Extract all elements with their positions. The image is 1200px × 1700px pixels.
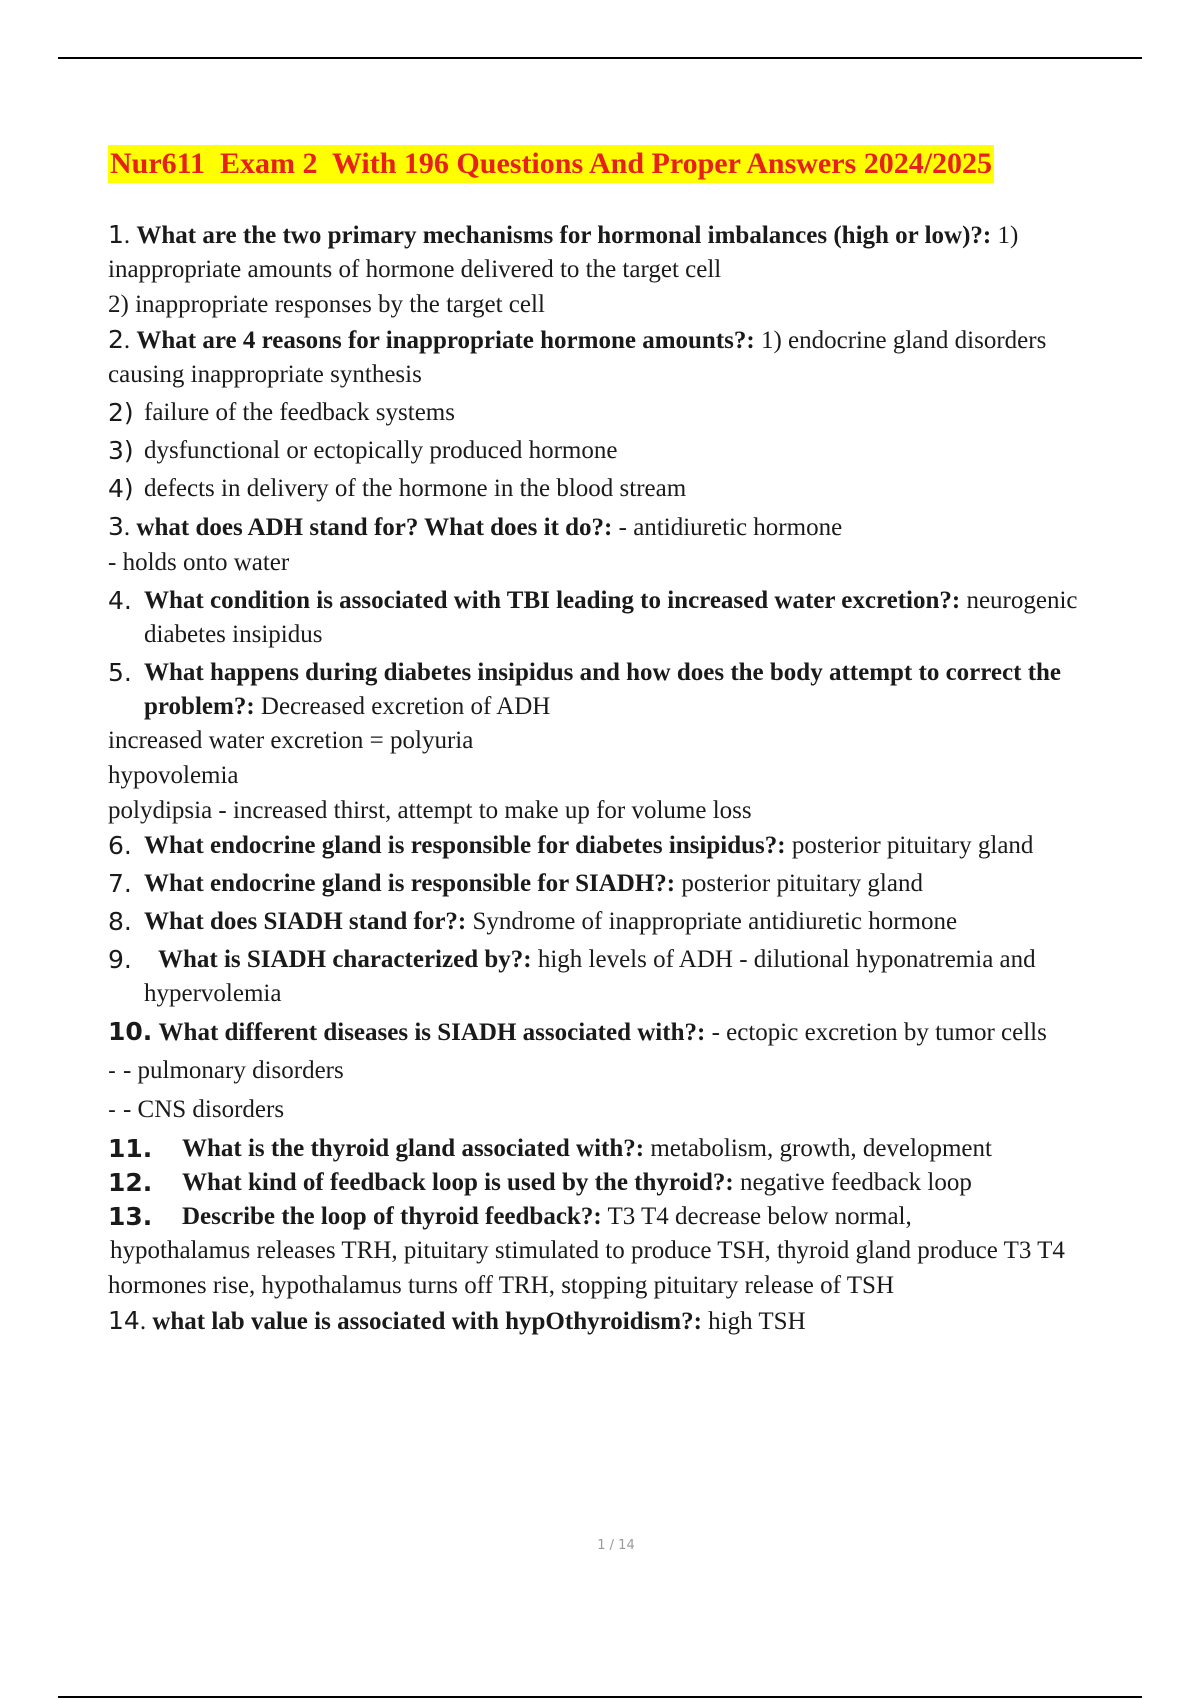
question-4-answer: neurogenic diabetes insipidus xyxy=(144,587,1078,648)
question-1-answer-line: 2) inappropriate responses by the target cell xyxy=(108,291,545,318)
question-10: 10. What different diseases is SIADH associated with?: - ectopic excretion by tumor cells xyxy=(108,1017,1047,1046)
question-1: 1. What are the two primary mechanisms for hormonal imbalances (high or low)?: 1) inappropriate amounts of hormone delivered to the target cell xyxy=(108,220,1019,283)
question-8-answer: Syndrome of inappropriate antidiuretic hormone xyxy=(466,908,958,935)
question-3: 3. what does ADH stand for? What does it do?: - antidiuretic hormone xyxy=(108,512,843,541)
question-11-answer: metabolism, growth, development xyxy=(644,1135,992,1162)
question-1-text: What are the two primary mechanisms for hormonal imbalances (high or low)?: xyxy=(136,222,992,249)
question-3-text: what does ADH stand for? What does it do?: xyxy=(136,514,613,541)
document-body xyxy=(108,218,1118,1340)
question-5-answer-line: increased water excretion = polyuria xyxy=(108,727,474,754)
question-13-answer-line: hypothalamus releases TRH, pituitary stimulated to produce TSH, thyroid gland produce T3 T4 xyxy=(110,1237,1065,1264)
question-3-answer: - antidiuretic hormone xyxy=(612,514,843,541)
question-13: 13. Describe the loop of thyroid feedback?: T3 T4 decrease below normal, xyxy=(108,1202,912,1231)
question-10-answer: - ectopic excretion by tumor cells xyxy=(705,1019,1047,1046)
question-2-text: What are 4 reasons for inappropriate hormone amounts?: xyxy=(136,327,755,354)
bottom-rule xyxy=(58,1696,1142,1698)
question-13-answer: T3 T4 decrease below normal, xyxy=(601,1203,912,1230)
question-6: 6. What endocrine gland is responsible for diabetes insipidus?: posterior pituitary gland xyxy=(108,831,1034,860)
list-item: 2) failure of the feedback systems xyxy=(108,398,455,427)
question-9: 9. What is SIADH characterized by?: high levels of ADH - dilutional hyponatremia and hypervolemia xyxy=(108,945,1036,1007)
question-7: 7. What endocrine gland is responsible for SIADH?: posterior pituitary gland xyxy=(108,869,923,898)
question-9-answer: high levels of ADH - dilutional hyponatremia and hypervolemia xyxy=(144,946,1036,1007)
question-4-text: What condition is associated with TBI leading to increased water excretion?: xyxy=(144,587,961,614)
question-12-text: What kind of feedback loop is used by the thyroid?: xyxy=(182,1169,734,1196)
question-5: 5. What happens during diabetes insipidus and how does the body attempt to correct the problem?: Decreased excretion of ADH xyxy=(108,658,1062,720)
question-13-text: Describe the loop of thyroid feedback?: xyxy=(182,1203,602,1230)
question-4: 4. What condition is associated with TBI leading to increased water excretion?: neurogenic diabetes insipidus xyxy=(108,586,1078,648)
question-10-text: What different diseases is SIADH associated with?: xyxy=(158,1019,706,1046)
question-11-text: What is the thyroid gland associated with?: xyxy=(182,1135,645,1162)
question-6-answer: posterior pituitary gland xyxy=(785,832,1034,859)
question-6-text: What endocrine gland is responsible for diabetes insipidus?: xyxy=(144,832,786,859)
list-item: 4) defects in delivery of the hormone in the blood stream xyxy=(108,474,687,503)
question-12: 12. What kind of feedback loop is used by the thyroid?: negative feedback loop xyxy=(108,1168,972,1197)
question-7-text: What endocrine gland is responsible for SIADH?: xyxy=(144,870,676,897)
question-1-answer: 1) inappropriate amounts of hormone delivered to the target cell xyxy=(108,222,1019,283)
question-13-answer-line: hormones rise, hypothalamus turns off TRH, stopping pituitary release of TSH xyxy=(108,1272,895,1299)
question-5-answer-line: hypovolemia xyxy=(108,762,239,789)
question-2-answer: 1) endocrine gland disorders causing inappropriate synthesis xyxy=(108,327,1047,388)
question-5-answer-line: polydipsia - increased thirst, attempt to make up for volume loss xyxy=(108,797,752,824)
question-3-answer-line: - holds onto water xyxy=(108,549,290,576)
question-12-answer: negative feedback loop xyxy=(733,1169,972,1196)
question-10-answer-line: - - CNS disorders xyxy=(108,1096,285,1123)
question-14: 14. what lab value is associated with hypOthyroidism?: high TSH xyxy=(108,1306,806,1335)
question-2: 2. What are 4 reasons for inappropriate hormone amounts?: 1) endocrine gland disorders causing inappropriate synthesis xyxy=(108,325,1047,388)
top-rule xyxy=(58,57,1142,59)
document-title: Nur611 Exam 2 With 196 Questions And Proper Answers 2024/2025 xyxy=(108,145,994,183)
question-10-answer-line: - - pulmonary disorders xyxy=(108,1057,344,1084)
question-9-text: What is SIADH characterized by?: xyxy=(158,946,532,973)
question-14-answer: high TSH xyxy=(701,1308,806,1335)
question-14-text: what lab value is associated with hypOthyroidism?: xyxy=(152,1308,702,1335)
question-5-text: What happens during diabetes insipidus and how does the body attempt to correct the problem?: xyxy=(144,659,1062,720)
question-8: 8. What does SIADH stand for?: Syndrome of inappropriate antidiuretic hormone xyxy=(108,907,958,936)
question-7-answer: posterior pituitary gland xyxy=(675,870,923,897)
list-item: 3) dysfunctional or ectopically produced hormone xyxy=(108,436,618,465)
question-11: 11. What is the thyroid gland associated with?: metabolism, growth, development xyxy=(108,1134,992,1163)
page-number: 1 / 14 xyxy=(597,1538,635,1553)
question-8-text: What does SIADH stand for?: xyxy=(144,908,467,935)
question-5-answer: Decreased excretion of ADH xyxy=(254,693,551,720)
